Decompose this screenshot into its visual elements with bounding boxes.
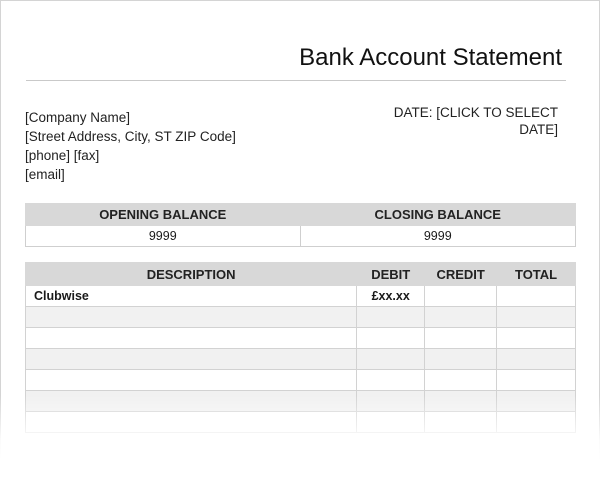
description-cell[interactable] [26, 412, 357, 433]
debit-cell[interactable] [357, 328, 425, 349]
credit-cell[interactable] [425, 370, 497, 391]
document-title: Bank Account Statement [299, 44, 562, 71]
transactions-header-row [26, 263, 576, 286]
total-header: TOTAL [497, 263, 576, 286]
phone-fax-field[interactable]: [phone] [fax] [25, 148, 100, 163]
table-row [26, 286, 576, 307]
total-cell[interactable] [497, 286, 576, 307]
company-name-field[interactable]: [Company Name] [25, 110, 131, 125]
table-row [26, 307, 576, 328]
debit-cell[interactable] [357, 412, 425, 433]
table-row [26, 412, 576, 433]
closing-balance-header: CLOSING BALANCE [300, 204, 576, 226]
company-address-block [25, 108, 236, 184]
transactions-table [25, 262, 576, 433]
debit-cell[interactable] [357, 349, 425, 370]
credit-cell[interactable] [425, 412, 497, 433]
debit-cell[interactable] [357, 307, 425, 328]
credit-cell[interactable] [425, 286, 497, 307]
debit-cell[interactable] [357, 370, 425, 391]
description-header: DESCRIPTION [26, 263, 357, 286]
email-field[interactable]: [email] [25, 167, 65, 182]
description-cell[interactable] [26, 328, 357, 349]
credit-cell[interactable] [425, 328, 497, 349]
table-row [26, 391, 576, 412]
description-cell[interactable]: Clubwise [26, 286, 357, 307]
credit-cell[interactable] [425, 391, 497, 412]
date-picker-field[interactable]: DATE: [CLICK TO SELECT DATE] [393, 105, 558, 137]
total-cell[interactable] [497, 307, 576, 328]
debit-cell[interactable] [357, 391, 425, 412]
total-cell[interactable] [497, 391, 576, 412]
debit-cell[interactable]: £xx.xx [357, 286, 425, 307]
credit-cell[interactable] [425, 307, 497, 328]
total-cell[interactable] [497, 328, 576, 349]
table-row [26, 328, 576, 349]
balance-value-row [26, 226, 576, 247]
title-divider [26, 80, 566, 81]
opening-balance-value[interactable]: 9999 [26, 226, 301, 247]
description-cell[interactable] [26, 349, 357, 370]
debit-header: DEBIT [357, 263, 425, 286]
description-cell[interactable] [26, 307, 357, 328]
credit-header: CREDIT [425, 263, 497, 286]
description-cell[interactable] [26, 370, 357, 391]
credit-cell[interactable] [425, 349, 497, 370]
balance-header-row [26, 204, 576, 226]
total-cell[interactable] [497, 370, 576, 391]
total-cell[interactable] [497, 412, 576, 433]
table-row [26, 370, 576, 391]
table-row [26, 349, 576, 370]
total-cell[interactable] [497, 349, 576, 370]
closing-balance-value[interactable]: 9999 [300, 226, 576, 247]
street-address-field[interactable]: [Street Address, City, ST ZIP Code] [25, 129, 236, 144]
description-cell[interactable] [26, 391, 357, 412]
balance-table [25, 203, 576, 247]
opening-balance-header: OPENING BALANCE [26, 204, 301, 226]
